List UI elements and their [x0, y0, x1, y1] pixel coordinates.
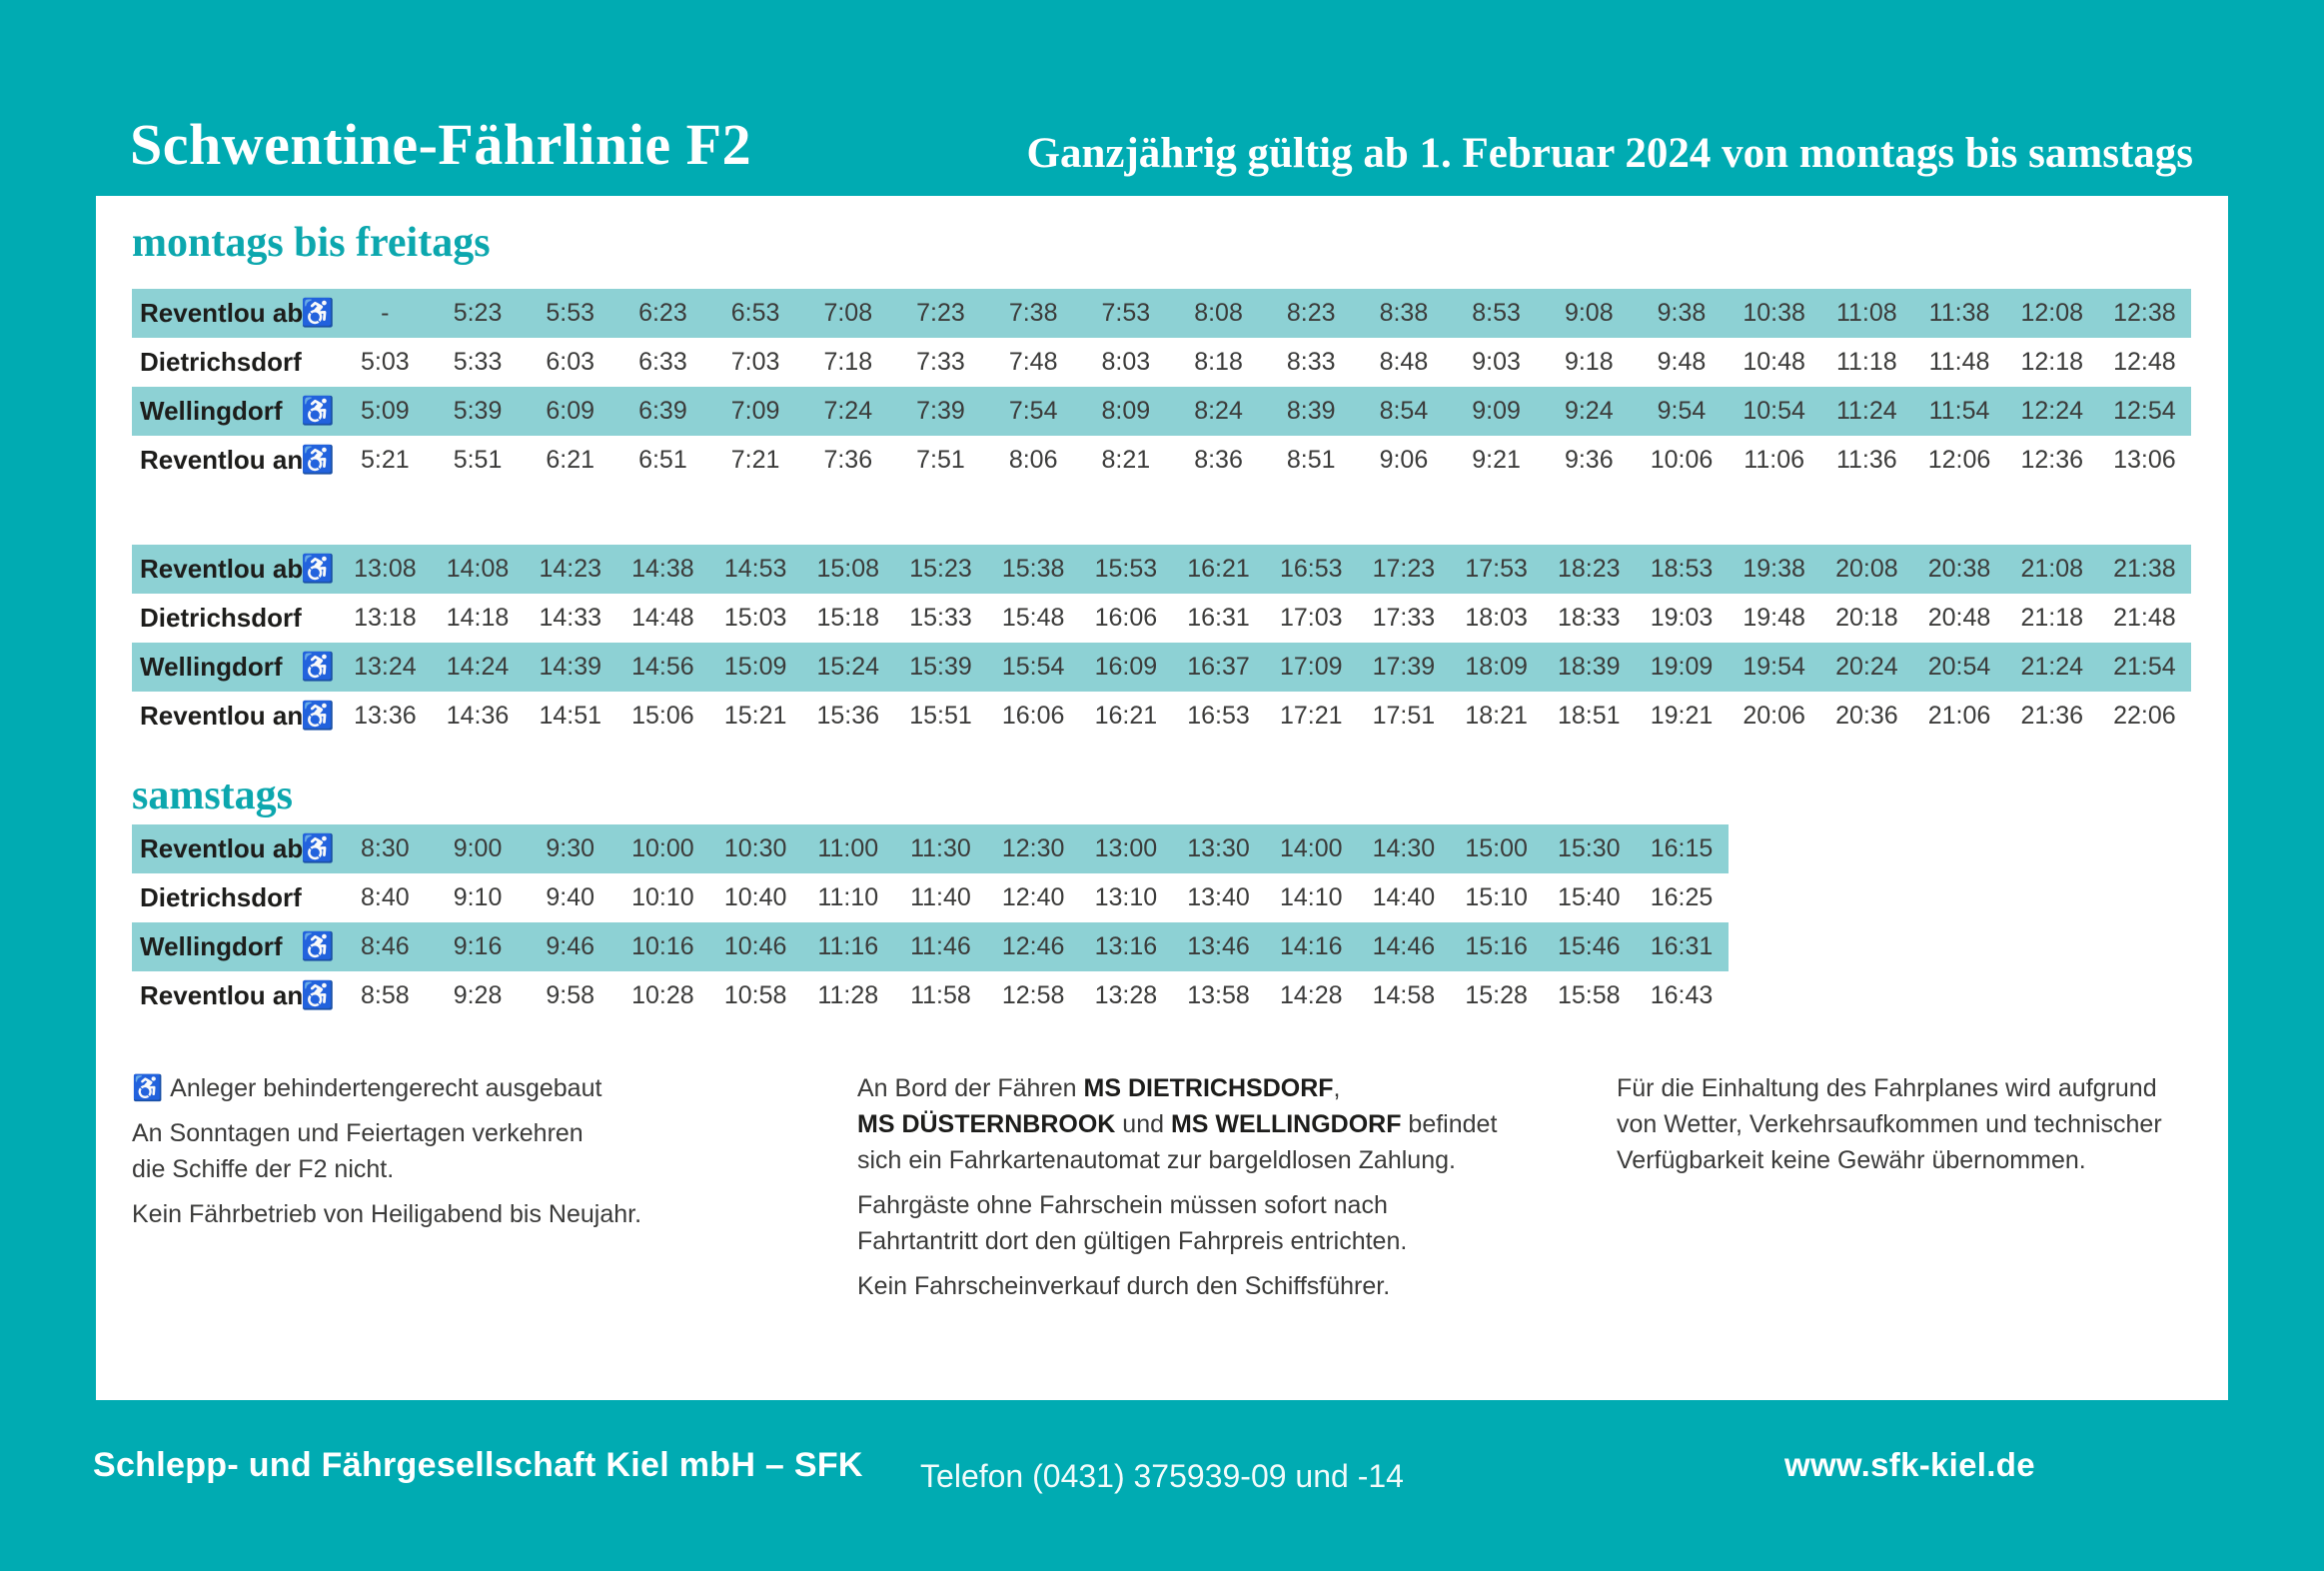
time-cell: 14:48	[631, 604, 694, 632]
footnote-column-left	[132, 1070, 731, 1241]
time-cell: 7:24	[823, 397, 873, 425]
time-cell: 5:03	[361, 348, 410, 376]
time-cell: 13:58	[1187, 981, 1250, 1009]
time-cell: 8:06	[1008, 446, 1058, 474]
time-cell: 18:21	[1465, 702, 1528, 730]
time-cell: 13:00	[1094, 834, 1158, 862]
time-cell: 11:58	[910, 981, 971, 1009]
time-cell: 20:18	[1835, 604, 1898, 632]
time-cell: 9:00	[453, 834, 503, 862]
time-cell: 15:48	[1001, 604, 1065, 632]
footnote-text: Kein Fahrscheinverkauf durch den Schiffsführer.	[857, 1272, 1391, 1300]
time-cell: 15:24	[816, 653, 880, 681]
time-cell: 19:09	[1650, 653, 1714, 681]
validity-note: Ganzjährig gültig ab 1. Februar 2024 von montags bis samstags	[1026, 130, 2193, 177]
time-cell: 12:36	[2020, 446, 2083, 474]
time-cell: 7:51	[916, 446, 965, 474]
website-url: www.sfk-kiel.de	[1784, 1446, 2035, 1483]
time-cell: 9:09	[1472, 397, 1521, 425]
time-cell: 14:24	[446, 653, 510, 681]
time-cell: 16:25	[1650, 883, 1714, 911]
time-cell: 15:53	[1094, 555, 1158, 583]
time-cell: 12:18	[2020, 348, 2083, 376]
time-cell: 16:15	[1650, 834, 1714, 862]
time-cell: 11:40	[910, 883, 971, 911]
time-cell: 9:58	[546, 981, 595, 1009]
time-cell: 16:06	[1094, 604, 1158, 632]
time-cell: 14:16	[1279, 932, 1343, 960]
time-cell: 16:09	[1094, 653, 1158, 681]
time-cell: 7:39	[916, 397, 965, 425]
time-cell: 9:30	[546, 834, 595, 862]
time-cell: 8:03	[1101, 348, 1151, 376]
time-cell: 13:28	[1094, 981, 1158, 1009]
table-row	[132, 692, 2191, 741]
time-cell: 19:54	[1743, 653, 1805, 681]
time-cell: 15:58	[1558, 981, 1621, 1009]
time-cell: 21:06	[1927, 702, 1991, 730]
footnote-paragraph	[132, 1070, 731, 1106]
wheelchair-icon: ♿	[132, 1074, 164, 1102]
time-cell: 15:21	[723, 702, 787, 730]
timetable-saturday	[132, 824, 1729, 1020]
time-cell: 14:08	[446, 555, 510, 583]
time-cell: 13:16	[1094, 932, 1158, 960]
time-cell: 6:03	[546, 348, 595, 376]
time-cell: 18:09	[1465, 653, 1528, 681]
table-row	[132, 824, 1729, 873]
time-cell: 12:58	[1001, 981, 1065, 1009]
time-cell: 15:54	[1001, 653, 1065, 681]
time-cell: 20:48	[1927, 604, 1991, 632]
wheelchair-icon: ♿	[301, 298, 335, 328]
time-cell: 14:38	[631, 555, 694, 583]
time-cell: 12:06	[1927, 446, 1991, 474]
station-label: Dietrichsdorf	[140, 882, 302, 912]
time-cell: -	[381, 299, 390, 327]
time-cell: 10:38	[1743, 299, 1805, 327]
time-cell: 7:09	[730, 397, 780, 425]
time-cell: 14:53	[723, 555, 787, 583]
ship-name: MS DÜSTERNBROOK	[857, 1110, 1116, 1138]
table-row	[132, 387, 2191, 436]
time-cell: 10:06	[1650, 446, 1714, 474]
time-cell: 17:51	[1372, 702, 1436, 730]
time-cell: 11:30	[910, 834, 971, 862]
time-cell: 9:40	[546, 883, 595, 911]
footnote-paragraph	[857, 1187, 1537, 1259]
time-cell: 5:09	[361, 397, 410, 425]
time-cell: 18:03	[1465, 604, 1528, 632]
time-cell: 5:23	[453, 299, 503, 327]
time-cell: 15:51	[909, 702, 972, 730]
time-cell: 8:23	[1286, 299, 1336, 327]
footnote-text: befindet	[1401, 1110, 1498, 1138]
footnote-text: sich ein Fahrkartenautomat zur bargeldlosen Zahlung.	[857, 1146, 1456, 1174]
time-cell: 13:08	[354, 555, 417, 583]
time-cell: 22:06	[2113, 702, 2176, 730]
time-cell: 7:54	[1008, 397, 1058, 425]
time-cell: 20:54	[1927, 653, 1991, 681]
time-cell: 8:18	[1194, 348, 1243, 376]
time-cell: 9:18	[1564, 348, 1614, 376]
time-cell: 15:00	[1465, 834, 1528, 862]
footnote-column-middle	[857, 1070, 1537, 1313]
time-cell: 20:08	[1835, 555, 1898, 583]
time-cell: 11:48	[1928, 348, 1990, 376]
station-label: Reventlou an	[140, 701, 304, 731]
footnote-text: Fahrtantritt dort den gültigen Fahrpreis entrichten.	[857, 1227, 1408, 1255]
time-cell: 13:10	[1094, 883, 1158, 911]
time-cell: 15:46	[1558, 932, 1621, 960]
station-label: Wellingdorf	[140, 396, 283, 426]
time-cell: 21:18	[2020, 604, 2083, 632]
time-cell: 9:38	[1657, 299, 1707, 327]
time-cell: 18:33	[1558, 604, 1621, 632]
time-cell: 8:33	[1286, 348, 1336, 376]
time-cell: 17:21	[1279, 702, 1343, 730]
time-cell: 8:21	[1101, 446, 1151, 474]
time-cell: 13:36	[354, 702, 417, 730]
time-cell: 9:16	[453, 932, 503, 960]
time-cell: 12:46	[1001, 932, 1065, 960]
time-cell: 16:53	[1187, 702, 1250, 730]
time-cell: 20:36	[1835, 702, 1898, 730]
time-cell: 11:10	[817, 883, 879, 911]
time-cell: 8:51	[1286, 446, 1336, 474]
ship-name: MS DIETRICHSDORF	[1083, 1074, 1334, 1102]
station-label: Dietrichsdorf	[140, 347, 302, 377]
station-label: Reventlou ab	[140, 554, 304, 584]
time-cell: 16:37	[1187, 653, 1250, 681]
time-cell: 15:40	[1558, 883, 1621, 911]
wheelchair-icon: ♿	[301, 980, 335, 1010]
time-cell: 15:16	[1465, 932, 1528, 960]
time-cell: 8:53	[1472, 299, 1521, 327]
time-cell: 8:24	[1194, 397, 1243, 425]
time-cell: 9:10	[453, 883, 503, 911]
time-cell: 21:24	[2020, 653, 2083, 681]
time-cell: 6:09	[546, 397, 595, 425]
time-cell: 9:06	[1379, 446, 1429, 474]
table-row	[132, 922, 1729, 971]
time-cell: 15:36	[816, 702, 880, 730]
time-cell: 15:10	[1465, 883, 1528, 911]
time-cell: 6:23	[638, 299, 687, 327]
time-cell: 10:28	[631, 981, 694, 1009]
footnote-paragraph	[132, 1115, 731, 1187]
time-cell: 8:48	[1379, 348, 1429, 376]
time-cell: 17:53	[1465, 555, 1528, 583]
time-cell: 5:53	[546, 299, 595, 327]
time-cell: 11:46	[910, 932, 971, 960]
time-cell: 16:21	[1094, 702, 1158, 730]
time-cell: 9:46	[546, 932, 595, 960]
time-cell: 7:53	[1101, 299, 1151, 327]
wheelchair-icon: ♿	[301, 396, 335, 426]
time-cell: 11:54	[1928, 397, 1990, 425]
table-row	[132, 545, 2191, 594]
time-cell: 5:39	[453, 397, 503, 425]
time-cell: 8:08	[1194, 299, 1243, 327]
time-cell: 13:40	[1187, 883, 1250, 911]
time-cell: 9:21	[1472, 446, 1521, 474]
footnote-text: An Bord der Fähren	[857, 1074, 1084, 1102]
page-title: Schwentine-Fährlinie F2	[130, 112, 752, 177]
time-cell: 9:24	[1564, 397, 1614, 425]
time-cell: 12:08	[2020, 299, 2083, 327]
time-cell: 6:33	[638, 348, 687, 376]
time-cell: 16:43	[1650, 981, 1714, 1009]
wheelchair-icon: ♿	[301, 931, 335, 961]
time-cell: 9:08	[1564, 299, 1614, 327]
time-cell: 17:09	[1279, 653, 1343, 681]
footnote-paragraph	[132, 1196, 731, 1232]
time-cell: 7:38	[1008, 299, 1058, 327]
time-cell: 7:08	[823, 299, 873, 327]
table-row	[132, 594, 2191, 643]
time-cell: 15:09	[723, 653, 787, 681]
time-cell: 15:23	[909, 555, 972, 583]
footnote-paragraph	[857, 1070, 1537, 1178]
section-heading-saturday: samstags	[132, 773, 294, 818]
footnote-text: die Schiffe der F2 nicht.	[132, 1155, 395, 1183]
time-cell: 7:23	[916, 299, 965, 327]
time-cell: 17:33	[1372, 604, 1436, 632]
time-cell: 10:30	[723, 834, 787, 862]
time-cell: 8:09	[1101, 397, 1151, 425]
time-cell: 14:51	[539, 702, 601, 730]
time-cell: 14:10	[1279, 883, 1343, 911]
station-label: Reventlou an	[140, 980, 304, 1010]
footnote-text: Fahrgäste ohne Fahrschein müssen sofort nach	[857, 1191, 1388, 1219]
time-cell: 18:23	[1558, 555, 1621, 583]
time-cell: 6:51	[638, 446, 687, 474]
time-cell: 5:51	[453, 446, 503, 474]
time-cell: 11:06	[1743, 446, 1805, 474]
time-cell: 17:03	[1279, 604, 1343, 632]
phone-number: Telefon (0431) 375939-09 und -14	[920, 1458, 1404, 1494]
time-cell: 8:36	[1194, 446, 1243, 474]
time-cell: 10:46	[723, 932, 787, 960]
ship-name: MS WELLINGDORF	[1170, 1110, 1402, 1138]
time-cell: 8:46	[361, 932, 410, 960]
time-cell: 15:38	[1001, 555, 1065, 583]
time-cell: 17:23	[1372, 555, 1436, 583]
time-cell: 8:40	[361, 883, 410, 911]
time-cell: 21:48	[2113, 604, 2176, 632]
time-cell: 15:18	[816, 604, 880, 632]
timetable-card	[96, 196, 2228, 1400]
time-cell: 20:24	[1835, 653, 1898, 681]
time-cell: 13:18	[354, 604, 417, 632]
time-cell: 14:33	[539, 604, 601, 632]
time-cell: 15:33	[909, 604, 972, 632]
section-heading-weekdays: montags bis freitags	[132, 220, 491, 266]
footnote-paragraph	[857, 1268, 1537, 1304]
time-cell: 9:28	[453, 981, 503, 1009]
time-cell: 18:51	[1558, 702, 1621, 730]
time-cell: 14:39	[539, 653, 601, 681]
footnote-text: Kein Fährbetrieb von Heiligabend bis Neujahr.	[132, 1200, 642, 1228]
time-cell: 15:30	[1558, 834, 1621, 862]
time-cell: 15:39	[909, 653, 972, 681]
time-cell: 10:48	[1743, 348, 1805, 376]
time-cell: 12:30	[1001, 834, 1065, 862]
time-cell: 15:03	[723, 604, 787, 632]
wheelchair-icon: ♿	[301, 652, 335, 682]
time-cell: 7:33	[916, 348, 965, 376]
time-cell: 11:28	[817, 981, 879, 1009]
timetable-weekday-morning	[132, 289, 2191, 485]
time-cell: 10:58	[723, 981, 787, 1009]
time-cell: 13:46	[1187, 932, 1250, 960]
time-cell: 12:54	[2113, 397, 2176, 425]
footnote-paragraph	[1617, 1070, 2196, 1178]
table-row	[132, 436, 2191, 485]
time-cell: 15:08	[816, 555, 880, 583]
time-cell: 9:54	[1657, 397, 1707, 425]
time-cell: 14:00	[1279, 834, 1343, 862]
time-cell: 6:21	[546, 446, 595, 474]
time-cell: 7:36	[823, 446, 873, 474]
time-cell: 16:06	[1001, 702, 1065, 730]
time-cell: 9:03	[1472, 348, 1521, 376]
time-cell: 11:16	[817, 932, 879, 960]
table-row	[132, 873, 1729, 922]
time-cell: 10:54	[1743, 397, 1805, 425]
time-cell: 14:28	[1279, 981, 1343, 1009]
time-cell: 14:58	[1372, 981, 1436, 1009]
time-cell: 11:24	[1835, 397, 1897, 425]
time-cell: 19:38	[1743, 555, 1805, 583]
time-cell: 21:38	[2113, 555, 2176, 583]
time-cell: 18:39	[1558, 653, 1621, 681]
time-cell: 7:21	[730, 446, 780, 474]
station-label: Reventlou an	[140, 445, 304, 475]
time-cell: 17:39	[1372, 653, 1436, 681]
table-row	[132, 971, 1729, 1020]
time-cell: 16:53	[1279, 555, 1343, 583]
time-cell: 11:00	[817, 834, 879, 862]
time-cell: 21:36	[2020, 702, 2083, 730]
time-cell: 21:08	[2020, 555, 2083, 583]
time-cell: 16:31	[1187, 604, 1250, 632]
time-cell: 15:06	[631, 702, 694, 730]
footnote-text: ,	[1333, 1074, 1341, 1102]
footnote-column-right	[1617, 1070, 2196, 1187]
footnote-text: Für die Einhaltung des Fahrplanes wird aufgrund	[1617, 1074, 2157, 1102]
station-label: Wellingdorf	[140, 931, 283, 961]
time-cell: 21:54	[2113, 653, 2176, 681]
time-cell: 5:21	[361, 446, 410, 474]
timetable-weekday-afternoon	[132, 545, 2191, 741]
time-cell: 20:06	[1743, 702, 1805, 730]
time-cell: 8:30	[361, 834, 410, 862]
station-label: Wellingdorf	[140, 652, 283, 682]
time-cell: 8:54	[1379, 397, 1429, 425]
time-cell: 13:24	[354, 653, 417, 681]
time-cell: 20:38	[1927, 555, 1991, 583]
time-cell: 8:38	[1379, 299, 1429, 327]
time-cell: 14:46	[1372, 932, 1436, 960]
wheelchair-icon: ♿	[301, 701, 335, 731]
time-cell: 11:36	[1835, 446, 1897, 474]
time-cell: 10:10	[631, 883, 694, 911]
time-cell: 14:36	[446, 702, 510, 730]
time-cell: 14:40	[1372, 883, 1436, 911]
time-cell: 7:48	[1008, 348, 1058, 376]
time-cell: 14:23	[539, 555, 601, 583]
time-cell: 16:31	[1650, 932, 1714, 960]
time-cell: 19:48	[1743, 604, 1805, 632]
time-cell: 7:18	[823, 348, 873, 376]
time-cell: 9:36	[1564, 446, 1614, 474]
time-cell: 6:39	[638, 397, 687, 425]
time-cell: 12:48	[2113, 348, 2176, 376]
wheelchair-icon: ♿	[301, 445, 335, 475]
time-cell: 6:53	[730, 299, 780, 327]
time-cell: 13:30	[1187, 834, 1250, 862]
footnote-text: Anleger behindertengerecht ausgebaut	[170, 1074, 602, 1102]
time-cell: 15:28	[1465, 981, 1528, 1009]
time-cell: 19:03	[1650, 604, 1714, 632]
time-cell: 11:08	[1835, 299, 1897, 327]
wheelchair-icon: ♿	[301, 833, 335, 863]
time-cell: 11:18	[1835, 348, 1897, 376]
footnote-text: Verfügbarkeit keine Gewähr übernommen.	[1617, 1146, 2086, 1174]
time-cell: 11:38	[1928, 299, 1990, 327]
time-cell: 18:53	[1650, 555, 1714, 583]
time-cell: 12:40	[1001, 883, 1065, 911]
time-cell: 14:18	[446, 604, 510, 632]
time-cell: 14:30	[1372, 834, 1436, 862]
table-row	[132, 289, 2191, 338]
time-cell: 9:48	[1657, 348, 1707, 376]
footnote-text: von Wetter, Verkehrsaufkommen und technischer	[1617, 1110, 2162, 1138]
time-cell: 12:38	[2113, 299, 2176, 327]
time-cell: 10:40	[723, 883, 787, 911]
time-cell: 8:58	[361, 981, 410, 1009]
time-cell: 5:33	[453, 348, 503, 376]
company-name: Schlepp- und Fährgesellschaft Kiel mbH – SFK	[93, 1446, 863, 1484]
time-cell: 13:06	[2113, 446, 2176, 474]
time-cell: 12:24	[2020, 397, 2083, 425]
table-row	[132, 338, 2191, 387]
time-cell: 8:39	[1286, 397, 1336, 425]
wheelchair-icon: ♿	[301, 554, 335, 584]
station-label: Dietrichsdorf	[140, 603, 302, 633]
time-cell: 10:00	[631, 834, 694, 862]
station-label: Reventlou ab	[140, 298, 304, 328]
table-row	[132, 643, 2191, 692]
time-cell: 10:16	[631, 932, 694, 960]
time-cell: 14:56	[631, 653, 694, 681]
footnote-text: und	[1115, 1110, 1171, 1138]
time-cell: 7:03	[730, 348, 780, 376]
footnote-text: An Sonntagen und Feiertagen verkehren	[132, 1119, 583, 1147]
time-cell: 16:21	[1187, 555, 1250, 583]
time-cell: 19:21	[1650, 702, 1714, 730]
station-label: Reventlou ab	[140, 833, 304, 863]
